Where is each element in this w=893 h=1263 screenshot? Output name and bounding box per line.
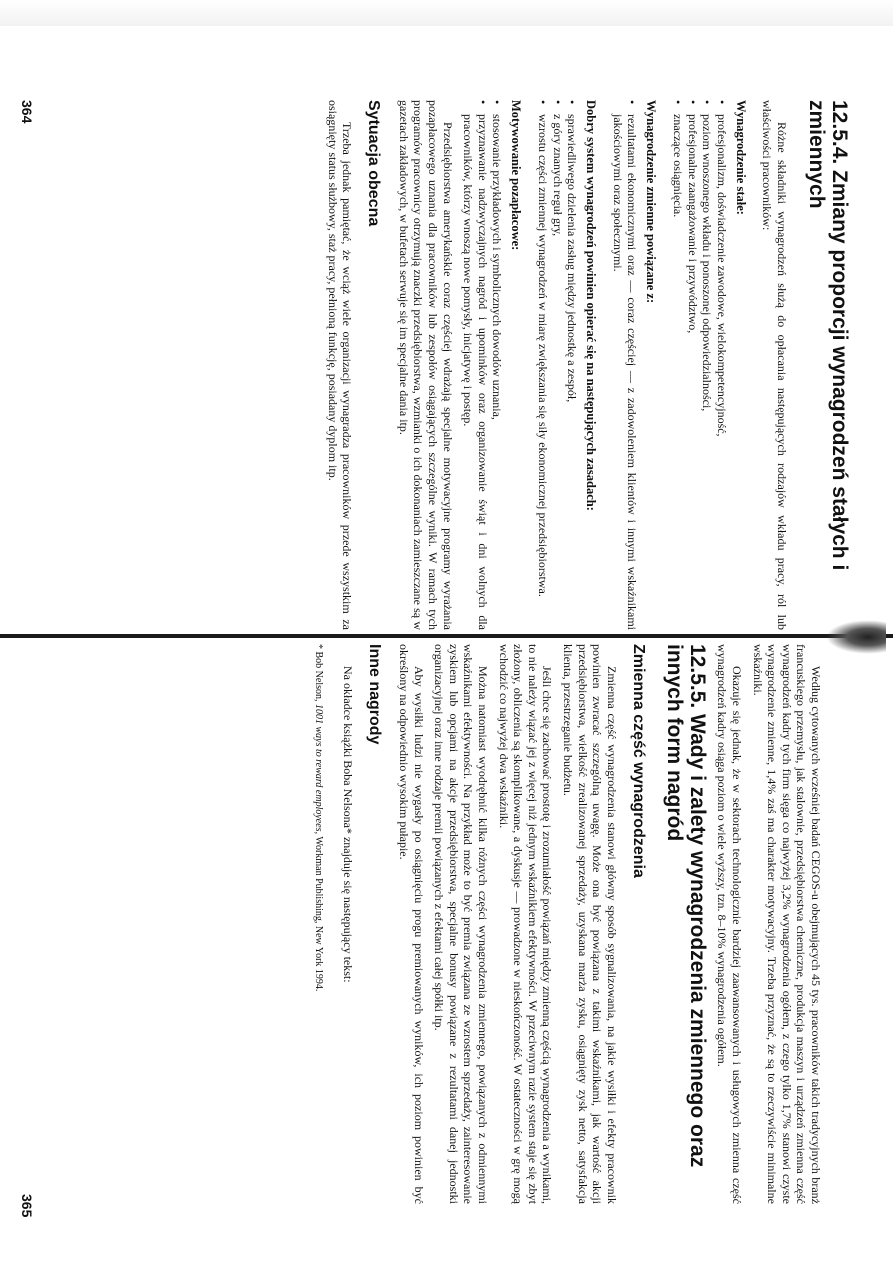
advanced-sectors-paragraph: Okazuje się jednak, że w sektorach technologicznie bardziej zaawansowanych i usługowych zmienna część wynagrodzeń kadry osiąga poziom o wiele wyższy, tzn. 8–10% wynagrodzenia ogółem.	[715, 644, 745, 1204]
section-title-12-5-5: 12.5.5. Wady i zalety wynagrodzenia zmiennego oraz innych form nagród	[662, 644, 709, 1168]
list-item: • przyznawanie nadzwyczajnych nagród i upominków oraz organizowanie świąt i dni wolnych dla pracowników, którzy wnoszą nowe pomysły, inicjatywę i postęp.	[461, 100, 490, 630]
good-system-list	[535, 100, 579, 630]
footnote	[312, 644, 324, 1204]
nonpay-motivation-list	[461, 100, 505, 630]
variable-pay-heading: Wynagrodzenie zmienne powiązane z:	[644, 100, 659, 304]
list-item: • profesjonalne zaangażowanie i przywództwo,	[685, 100, 700, 630]
variable-part-heading: Zmienna część wynagrodzenia	[629, 644, 647, 878]
footnote-prefix: * Bob Nelson,	[312, 644, 324, 704]
list-item: • rezultatami ekonomicznymi oraz — coraz częściej — z zadowoleniem klientów i innymi wskaźnikami jakościowymi oraz społecznymi.	[610, 100, 639, 630]
list-item: • stosowanie przykładowych i symbolicznych dowodów uznania,	[490, 100, 505, 630]
american-companies-paragraph: Przedsiębiorstwa amerykańskie coraz częściej wdrażają specjalne motywacyjne programy wyrażania pozapłacowego uznania dla pracowników lub zespołów osiągających szczególne wyniki. W ramach tych programów pracownicy otrzymują znaczki przedsiębiorstwa, wzmianki o ich dokonaniach zamieszczane są w gazetach zakładowych, w bufetach serwuje się im specjalne dania itp.	[396, 100, 455, 630]
page-365	[0, 644, 893, 1204]
variable-pay-list	[610, 100, 639, 630]
list-item: • profesjonalizm, doświadczenie zawodowe, wielokompetencyjność,	[714, 100, 729, 630]
other-rewards-paragraph: Na okładce książki Boba Nelsona* znajduje się następujący tekst:	[340, 666, 355, 983]
list-item: • znaczące osiągnięcia.	[670, 100, 685, 630]
fixed-pay-list	[670, 100, 728, 630]
list-item: • z góry znanych reguł gry,	[550, 100, 565, 630]
nonpay-motivation-heading: Motywowanie pozapłacowe:	[509, 100, 524, 251]
variable-part-paragraph-3: Można natomiast wyodrębnić kilka różnych części wynagrodzenia zmiennego, powiązanych z odmiennymi wskaźnikami efektywności. Na przykład może to być premia związana ze wzrostem sprzedaży, zainteresowanie zyskiem lub opcjami na akcje przedsiębiorstwa, specjalne bonusy powiązane z rezultatami danej jednostki organizacyjnej oraz inne rodzaje premii powiązanych z efektami całej spółki itp.	[432, 644, 491, 1204]
current-situation-paragraph: Trzeba jednak pamiętać, że wciąż wiele organizacji wynagradza pracowników przede wszystkim za osiągnięty status służbowy, staż pracy, pełnioną funkcję, posiadany dyplom itp.	[325, 100, 355, 630]
variable-part-paragraph-1: Zmienna część wynagrodzenia stanowi główny sposób sygnalizowania, na jakie wysiłki i efekty pracownik powinien zwracać szczególną uwagę. Może ona być powiązana z takimi wskaźnikami, jak wartość akcji przedsiębiorstwa, wielkość zrealizowanej sprzedaży, uzyskana marża zysku, osiągnięty zysk netto, satysfakcja klienta, przestrzeganie budżetu.	[561, 644, 619, 1204]
footnote-suffix: , Workman Publishing, New York 1994.	[312, 831, 324, 992]
intro-paragraph: Różne składniki wynagrodzeń służą do opłacania następujących rodzajów wkładu pracy, ról lub właściwości pracowników:	[760, 100, 789, 630]
page-364	[0, 100, 893, 630]
variable-part-paragraph-4: Aby wysiłki ludzi nie wygasły po osiągnięciu progu premiowanych wyników, ich poziom powinien być określony na odpowiednio wysokim pułapie.	[397, 644, 426, 1204]
good-system-heading: Dobry system wynagrodzeń powinien opierać się na następujących zasadach:	[584, 100, 599, 511]
current-situation-heading: Sytuacja obecna	[365, 100, 383, 227]
other-rewards-heading: Inne nagrody	[365, 644, 383, 745]
page-number-365: 365	[19, 1194, 35, 1218]
page-number-364: 364	[19, 100, 35, 124]
list-item: • sprawiedliwego dzielenia zasług między jednostkę a zespół,	[565, 100, 580, 630]
section-title-12-5-4: 12.5.4. Zmiany proporcji wynagrodzeń stałych i zmiennych	[805, 100, 851, 571]
list-item: • wzrostu części zmiennej wynagrodzeń w miarę zwiększania się siły ekonomicznej przedsiębiorstwa.	[535, 100, 550, 630]
footnote-book-title: 1001 ways to reward employees	[312, 704, 324, 832]
fixed-pay-heading: Wynagrodzenie stałe:	[733, 100, 748, 215]
variable-part-paragraph-2: Jeśli chce się zachować prostotę i zrozumiałość powiązań między zmienną częścią wynagrodzenia a wynikami, to nie należy wiązać jej z więcej niż jednym wskaźnikiem efektywności. W przeciwnym razie system staje się zbyt złożony, obliczenia są skomplikowane, a dyskusje — prowadzone w nieskończoność. W ostateczności w grę mogą wchodzić co najwyżej dwa wskaźniki.	[496, 644, 555, 1204]
list-item: • poziom wnoszonego wkładu i ponoszonej odpowiedzialności,	[700, 100, 715, 630]
cegos-paragraph: Według cytowanych wcześniej badań CEGOS-u obejmujących 45 tys. pracowników takich tradycyjnych branż francuskiego przemysłu, jak stalownie, przedsiębiorstwa chemiczne, produkcja maszyn i urządzeń zmienna część wynagrodzeń kadry tych firm sięga co najwyżej 3,2% wynagrodzenia ogółem, z czego tylko 1,7% stanowi czyste wynagrodzenie zmienne, 1,4% zaś ma charakter motywacyjny. Trzeba przyznać, że są to rzeczywiście minimalne wskaźniki.	[750, 644, 823, 1204]
